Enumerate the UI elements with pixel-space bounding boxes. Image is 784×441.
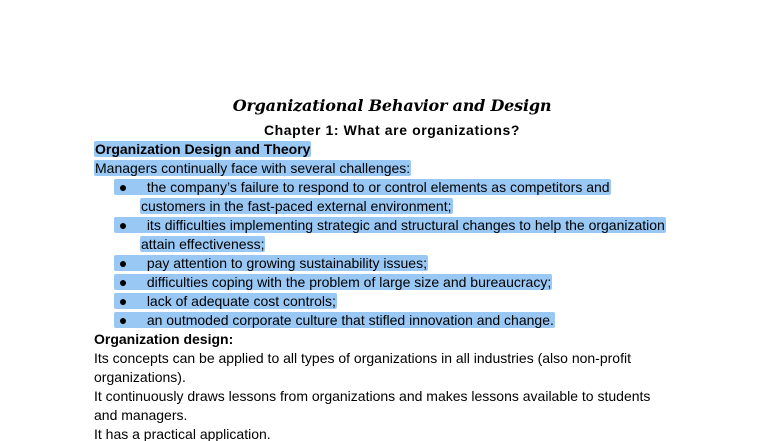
paragraph-line: organizations). [94,369,186,385]
section-heading-text: Organization Design and Theory [95,141,311,157]
intro-text: Managers continually face with several challenges: [95,160,411,176]
list-item-text: the company’s failure to respond to or control elements as competitors and [146,179,610,195]
paragraph-line: It has a practical application. [94,426,271,441]
bullet-icon: ● [118,217,128,233]
list-item-continuation[interactable] [140,197,453,216]
paragraph-line: It continuously draws lessons from organizations and makes lessons available to students [94,388,651,404]
list-item[interactable] [114,292,337,311]
subheading: Organization design: [94,331,234,347]
list-item-text: its difficulties implementing strategic and structural changes to help the organization [146,217,665,233]
list-item[interactable] [114,311,555,330]
bullet-icon: ● [118,179,128,195]
chapter-heading: Chapter 1: What are organizations? [263,122,521,138]
list-item-text: pay attention to growing sustainability issues; [146,255,427,271]
list-item[interactable] [114,216,666,235]
list-item-text: difficulties coping with the problem of large size and bureaucracy; [146,274,552,290]
list-item[interactable] [114,273,552,292]
list-item[interactable] [114,178,611,197]
section-heading[interactable] [94,140,311,159]
list-item-text: customers in the fast-paced external environment; [141,198,452,214]
bullet-icon: ● [118,255,128,271]
bullet-icon: ● [118,312,128,328]
intro-line[interactable] [94,159,411,178]
list-item-text: lack of adequate cost controls; [146,293,336,309]
paragraph-line: Its concepts can be applied to all types of organizations in all industries (also non-profit [94,350,631,366]
document-title: Organizational Behavior and Design [232,96,552,115]
bullet-icon: ● [118,274,128,290]
list-item[interactable] [114,254,428,273]
list-item-text: attain effectiveness; [141,236,265,252]
paragraph-line: and managers. [94,407,188,423]
list-item-text: an outmoded corporate culture that stifled innovation and change. [146,312,554,328]
bullet-icon: ● [118,293,128,309]
list-item-continuation[interactable] [140,235,265,254]
